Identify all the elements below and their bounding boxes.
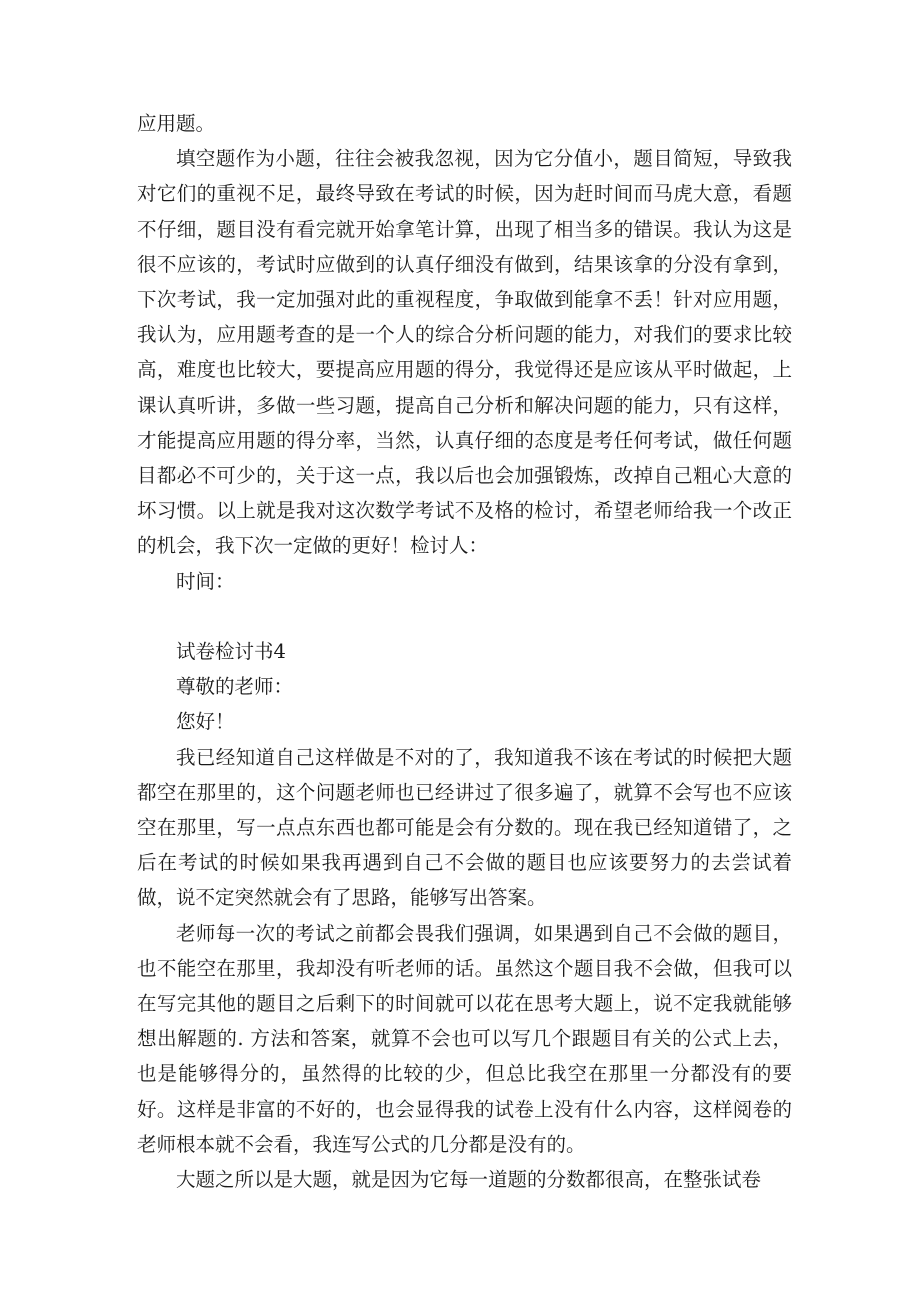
paragraph-admission: 我已经知道自己这样做是不对的了，我知道我不该在考试的时候把大题都空在那里的，这个问题老师也已经讲过了很多遍了，就算不会写也不应该空在那里，写一点点东西也都可能是会有分数的。现在我已经知道错了，之后在考试的时候如果我再遇到自己不会做的题目也应该要努力的去尝试着做，说不定突然就会有了思路，能够写出答案。 (137, 745, 792, 910)
paragraph-fill-in-blank-reflection: 填空题作为小题，往往会被我忽视，因为它分值小，题目简短，导致我对它们的重视不足，最终导致在考试的时候，因为赶时间而马虎大意，看题不仔细，题目没有看完就开始拿笔计算，出现了相当多的错误。我认为这是很不应该的，考试时应做到的认真仔细没有做到，结果该拿的分没有拿到，下次考试，我一定加强对此的重视程度，争取做到能拿不丢！针对应用题，我认为，应用题考查的是一个人的综合分析问题的能力，对我们的要求比较高，难度也比较大，要提高应用题的得分，我觉得还是应该从平时做起，上课认真听讲，多做一些习题，提高自己分析和解决问题的能力，只有这样，才能提高应用题的得分率，当然，认真仔细的态度是考任何考试，做任何题目都必不可少的，关于这一点，我以后也会加强锻炼，改掉自己粗心大意的坏习惯。以上就是我对这次数学考试不及格的检讨，希望老师给我一个改正的机会，我下次一定做的更好！检讨人： (137, 147, 792, 558)
time-label: 时间： (176, 569, 235, 593)
section-gap (137, 599, 792, 634)
paragraph-continuation: 应用题。 (137, 112, 216, 135)
section-title: 试卷检讨书4 (176, 640, 286, 664)
paragraph-big-questions: 大题之所以是大题，就是因为它每一道题的分数都很高，在整张试卷 (176, 1168, 762, 1192)
greeting: 您好！ (176, 710, 235, 734)
salutation: 尊敬的老师： (176, 675, 294, 699)
paragraph-teacher-reminder: 老师每一次的考试之前都会畏我们强调，如果遇到自己不会做的题目，也不能空在那里，我却没有听老师的话。虽然这个题目我不会做，但我可以在写完其他的题目之后剩下的时间就可以花在思考大题上，说不定我就能够想出解题的. 方法和答案，就算不会也可以写几个跟题目有关的公式上去，也是能够得分的，虽然得的比较的少，但总比我空在那里一分都没有的要好。这样是非富的不好的，也会显得我的试卷上没有什么内容，这样阅卷的老师根本就不会看，我连写公式的几分都是没有的。 (137, 921, 792, 1156)
